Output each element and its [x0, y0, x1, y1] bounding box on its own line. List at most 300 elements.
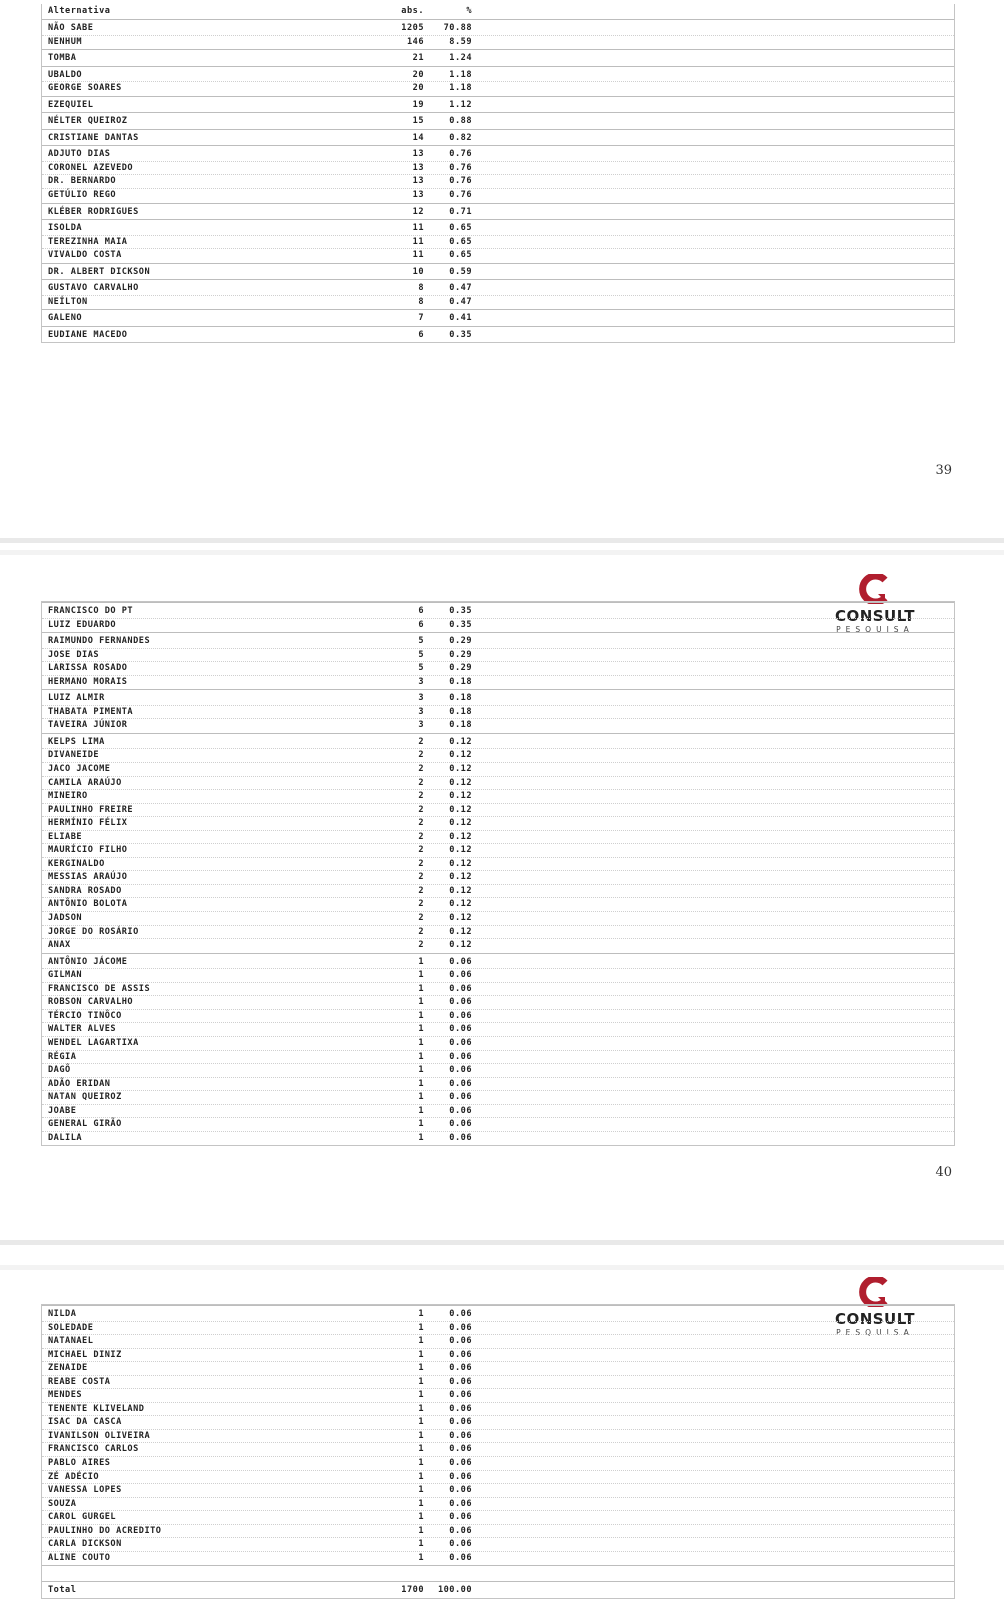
- table-row: [42, 222, 954, 235]
- row-abs: 3: [418, 706, 424, 717]
- table-row: [42, 174, 954, 188]
- row-pct: 0.06: [449, 1309, 472, 1319]
- row-alternative: DAGÔ: [48, 1065, 71, 1076]
- consult-logo-icon: [857, 574, 891, 604]
- page-number: 39: [935, 463, 952, 478]
- table-row: [42, 1483, 954, 1497]
- table-row: [42, 692, 954, 705]
- row-alternative: EUDIANE MACEDO: [48, 329, 128, 340]
- table-row: [42, 1117, 954, 1131]
- row-group-spacer: [42, 1565, 954, 1581]
- row-pct: 0.06: [449, 1498, 472, 1509]
- row-pct: 0.06: [449, 997, 472, 1008]
- row-abs: 1: [418, 1092, 424, 1103]
- row-group: [42, 279, 954, 309]
- row-pct: 0.12: [449, 791, 472, 802]
- table-row: [42, 870, 954, 884]
- table-row: [42, 206, 954, 219]
- row-abs: 14: [412, 132, 424, 143]
- row-alternative: MENDES: [48, 1390, 83, 1401]
- row-alternative: GEORGE SOARES: [48, 83, 122, 94]
- row-abs: 20: [412, 83, 424, 94]
- row-pct: 0.06: [449, 1349, 472, 1360]
- table-row: [42, 897, 954, 911]
- page-39: [0, 0, 1004, 550]
- row-abs: 13: [412, 190, 424, 201]
- row-abs: 3: [418, 693, 424, 704]
- row-alternative: DR. ALBERT DICKSON: [48, 266, 151, 277]
- row-abs: 1: [418, 956, 424, 967]
- row-alternative: RÉGIA: [48, 1051, 77, 1062]
- row-pct: 0.06: [449, 1403, 472, 1414]
- row-pct: 0.35: [449, 606, 472, 616]
- row-alternative: ADJUTO DIAS: [48, 149, 111, 160]
- table-row: [42, 1429, 954, 1443]
- row-pct: 0.06: [449, 1119, 472, 1130]
- table-row: [42, 675, 954, 689]
- table-row: [42, 956, 954, 969]
- row-pct: 0.12: [449, 899, 472, 910]
- table-row: [42, 803, 954, 817]
- row-alternative: LARISSA ROSADO: [48, 663, 128, 674]
- row-abs: 1: [418, 1119, 424, 1130]
- row-pct: 0.12: [449, 926, 472, 937]
- row-pct: 0.12: [449, 818, 472, 829]
- row-abs: 6: [418, 619, 424, 630]
- row-group: [42, 49, 954, 66]
- results-table-page-40: [41, 601, 955, 1146]
- row-alternative: NÉLTER QUEIROZ: [48, 116, 128, 127]
- row-pct: 0.12: [449, 940, 472, 951]
- row-alternative: LUIZ EDUARDO: [48, 619, 117, 630]
- row-abs: 2: [418, 858, 424, 869]
- table-row: [42, 188, 954, 202]
- row-alternative: ZÉ ADÉCIO: [48, 1471, 100, 1482]
- table-row: [42, 1321, 954, 1335]
- row-alternative: TOMBA: [48, 53, 77, 64]
- table-row: [42, 248, 954, 262]
- row-group: [42, 219, 954, 263]
- row-pct: 0.06: [449, 1336, 472, 1347]
- row-pct: 0.06: [449, 1539, 472, 1550]
- row-group: [42, 733, 954, 953]
- row-alternative: FRANCISCO DO PT: [48, 606, 134, 616]
- row-abs: 5: [418, 663, 424, 674]
- row-pct: 0.06: [449, 1390, 472, 1401]
- row-abs: 1: [418, 1390, 424, 1401]
- row-alternative: KLÉBER RODRIGUES: [48, 206, 139, 217]
- table-row: [42, 312, 954, 325]
- table-row: [42, 1510, 954, 1524]
- row-alternative: CRISTIANE DANTAS: [48, 132, 139, 143]
- row-abs: 1: [418, 1525, 424, 1536]
- row-pct: 0.06: [449, 1444, 472, 1455]
- row-pct: 0.65: [449, 236, 472, 247]
- row-group: [42, 112, 954, 129]
- row-alternative: THABATA PIMENTA: [48, 706, 134, 717]
- row-abs: 1: [418, 1349, 424, 1360]
- table-row: [42, 843, 954, 857]
- row-abs: 1: [418, 1376, 424, 1387]
- row-abs: 5: [418, 636, 424, 647]
- row-alternative: TEREZINHA MAIA: [48, 236, 128, 247]
- row-abs: 2: [418, 736, 424, 747]
- row-group: [42, 953, 954, 1146]
- table-row: [42, 1402, 954, 1416]
- results-table-page-39: [41, 4, 955, 343]
- total-group: [42, 1581, 954, 1598]
- row-pct: 0.06: [449, 1037, 472, 1048]
- row-pct: 0.06: [449, 1051, 472, 1062]
- row-alternative: IVANILSON OLIVEIRA: [48, 1430, 151, 1441]
- row-alternative: ELIABE: [48, 831, 83, 842]
- row-alternative: UBALDO: [48, 69, 83, 80]
- row-alternative: CARLA DICKSON: [48, 1539, 122, 1550]
- row-alternative: VIVALDO COSTA: [48, 250, 122, 261]
- header-alternative: Alternativa: [48, 6, 111, 16]
- row-pct: 0.06: [449, 1105, 472, 1116]
- table-row: [42, 35, 954, 49]
- row-alternative: ISAC DA CASCA: [48, 1417, 122, 1428]
- table-row: [42, 1009, 954, 1023]
- row-pct: 0.06: [449, 1024, 472, 1035]
- table-row: [42, 635, 954, 648]
- row-alternative: EZEQUIEL: [48, 99, 94, 110]
- row-abs: 1: [418, 1065, 424, 1076]
- row-pct: 0.12: [449, 804, 472, 815]
- row-group: [42, 632, 954, 689]
- table-row: [42, 1334, 954, 1348]
- row-abs: 1: [418, 1430, 424, 1441]
- row-abs: 1: [418, 1078, 424, 1089]
- row-alternative: NEÍLTON: [48, 296, 88, 307]
- page-number: 40: [935, 1165, 952, 1180]
- row-alternative: FRANCISCO CARLOS: [48, 1444, 139, 1455]
- table-row: [42, 736, 954, 749]
- row-pct: 8.59: [449, 36, 472, 47]
- row-pct: 0.06: [449, 1078, 472, 1089]
- table-row: [42, 1524, 954, 1538]
- row-alternative: NENHUM: [48, 36, 83, 47]
- row-pct: 0.06: [449, 1525, 472, 1536]
- row-alternative: KELPS LIMA: [48, 736, 105, 747]
- table-row: [42, 295, 954, 309]
- row-alternative: ADÃO ERIDAN: [48, 1078, 111, 1089]
- table-row: [42, 982, 954, 996]
- row-pct: 0.06: [449, 983, 472, 994]
- table-row: [42, 1308, 954, 1321]
- row-abs: 2: [418, 913, 424, 924]
- row-alternative: MAURÍCIO FILHO: [48, 845, 128, 856]
- row-pct: 0.29: [449, 649, 472, 660]
- row-pct: 0.71: [449, 206, 472, 217]
- row-group: [42, 326, 954, 343]
- row-pct: 0.12: [449, 831, 472, 842]
- row-abs: 1: [418, 1471, 424, 1482]
- row-pct: 0.06: [449, 1485, 472, 1496]
- row-alternative: ANTÔNIO BOLOTA: [48, 899, 128, 910]
- table-row: [42, 938, 954, 952]
- row-alternative: NÃO SABE: [48, 23, 94, 33]
- row-alternative: CAMILA ARAÚJO: [48, 777, 122, 788]
- logo-subtitle: PESQUISA: [836, 1328, 914, 1337]
- row-abs: 1700: [401, 1585, 424, 1596]
- row-pct: 0.06: [449, 1417, 472, 1428]
- table-row: [42, 911, 954, 925]
- table-row: [42, 1375, 954, 1389]
- table-row: [42, 115, 954, 128]
- row-pct: 0.06: [449, 1512, 472, 1523]
- table-row: [42, 1348, 954, 1362]
- row-abs: 6: [418, 329, 424, 340]
- row-abs: 5: [418, 649, 424, 660]
- row-abs: 2: [418, 940, 424, 951]
- row-alternative: GENERAL GIRÃO: [48, 1119, 122, 1130]
- table-row: [42, 148, 954, 161]
- table-row: [42, 776, 954, 790]
- page-separator: [0, 538, 1004, 543]
- row-abs: 1: [418, 983, 424, 994]
- consult-logo-icon: [857, 1277, 891, 1307]
- table-row: [42, 81, 954, 95]
- row-abs: 12: [412, 206, 424, 217]
- row-pct: 0.76: [449, 190, 472, 201]
- row-pct: 0.41: [449, 313, 472, 324]
- row-abs: 1: [418, 1417, 424, 1428]
- row-abs: 1: [418, 1322, 424, 1333]
- row-pct: 0.65: [449, 223, 472, 234]
- table-row: [42, 1388, 954, 1402]
- row-abs: 1: [418, 1498, 424, 1509]
- row-alternative: WENDEL LAGARTIXA: [48, 1037, 139, 1048]
- row-alternative: SOLEDADE: [48, 1322, 94, 1333]
- row-alternative: PABLO AIRES: [48, 1458, 111, 1469]
- row-alternative: TÉRCIO TINÔCO: [48, 1010, 122, 1021]
- row-alternative: HERMÍNIO FÉLIX: [48, 818, 128, 829]
- row-alternative: DR. BERNARDO: [48, 176, 117, 187]
- table-row: [42, 1104, 954, 1118]
- row-alternative: SANDRA ROSADO: [48, 885, 122, 896]
- row-alternative: SOUZA: [48, 1498, 77, 1509]
- row-abs: 2: [418, 926, 424, 937]
- row-abs: 15: [412, 116, 424, 127]
- row-alternative: PAULINHO DO ACREDITO: [48, 1525, 162, 1536]
- page-separator: [0, 1240, 1004, 1245]
- row-alternative: JADSON: [48, 913, 83, 924]
- row-abs: 13: [412, 149, 424, 160]
- row-alternative: ALINE COUTO: [48, 1552, 111, 1563]
- page-41: [0, 1270, 1004, 1600]
- table-row: [42, 925, 954, 939]
- row-pct: 0.12: [449, 872, 472, 883]
- table-row: [42, 830, 954, 844]
- row-pct: 0.12: [449, 913, 472, 924]
- row-abs: 1: [418, 970, 424, 981]
- table-row: [42, 1537, 954, 1551]
- row-alternative: ANTÔNIO JÁCOME: [48, 956, 128, 967]
- row-pct: 0.06: [449, 1430, 472, 1441]
- logo-wordmark: CONSULT: [834, 607, 916, 625]
- table-row: [42, 605, 954, 618]
- table-row: [42, 968, 954, 982]
- row-alternative: JOSE DIAS: [48, 649, 100, 660]
- row-abs: 1: [418, 1010, 424, 1021]
- row-abs: 6: [418, 606, 424, 616]
- table-row: [42, 1456, 954, 1470]
- table-row: [42, 661, 954, 675]
- table-row: [42, 1090, 954, 1104]
- row-pct: 0.12: [449, 764, 472, 775]
- row-alternative: JACO JACOME: [48, 764, 111, 775]
- table-header: [42, 4, 954, 19]
- row-pct: 0.12: [449, 777, 472, 788]
- row-alternative: KERGINALDO: [48, 858, 105, 869]
- row-pct: 0.06: [449, 1132, 472, 1143]
- logo-subtitle: PESQUISA: [836, 625, 914, 634]
- header-pct: %: [466, 6, 472, 16]
- row-abs: 19: [412, 99, 424, 110]
- row-alternative: MESSIAS ARAÚJO: [48, 872, 128, 883]
- row-abs: 13: [412, 176, 424, 187]
- row-group: [42, 689, 954, 733]
- row-pct: 1.24: [449, 53, 472, 64]
- row-group: [42, 19, 954, 49]
- table-row: [42, 762, 954, 776]
- row-pct: 0.82: [449, 132, 472, 143]
- row-abs: 2: [418, 831, 424, 842]
- row-pct: 0.06: [449, 1458, 472, 1469]
- row-alternative: JOABE: [48, 1105, 77, 1116]
- row-alternative: DALILA: [48, 1132, 83, 1143]
- row-group: [42, 1305, 954, 1565]
- table-row: [42, 161, 954, 175]
- row-abs: 20: [412, 69, 424, 80]
- table-row: [42, 235, 954, 249]
- row-alternative: TENENTE KLIVELAND: [48, 1403, 145, 1414]
- row-group: [42, 203, 954, 220]
- row-group: [42, 96, 954, 113]
- row-pct: 0.35: [449, 619, 472, 630]
- row-alternative: TAVEIRA JÚNIOR: [48, 720, 128, 731]
- table-row: [42, 648, 954, 662]
- row-pct: 1.12: [449, 99, 472, 110]
- row-alternative: MICHAEL DINIZ: [48, 1349, 122, 1360]
- table-row: [42, 789, 954, 803]
- row-pct: 0.88: [449, 116, 472, 127]
- row-pct: 0.18: [449, 676, 472, 687]
- table-row: [42, 266, 954, 279]
- row-pct: 0.47: [449, 296, 472, 307]
- row-abs: 2: [418, 885, 424, 896]
- row-alternative: WALTER ALVES: [48, 1024, 117, 1035]
- row-group: [42, 66, 954, 96]
- table-row: [42, 857, 954, 871]
- row-abs: 10: [412, 266, 424, 277]
- row-pct: 1.18: [449, 83, 472, 94]
- row-abs: 3: [418, 676, 424, 687]
- table-row: [42, 1050, 954, 1064]
- table-row: [42, 1415, 954, 1429]
- results-table-page-41: [41, 1304, 955, 1599]
- row-abs: 1: [418, 1309, 424, 1319]
- row-pct: 0.18: [449, 693, 472, 704]
- table-row: [42, 1036, 954, 1050]
- row-abs: 7: [418, 313, 424, 324]
- table-row: [42, 995, 954, 1009]
- table-row: [42, 1551, 954, 1565]
- total-row: [42, 1584, 954, 1597]
- row-pct: 0.59: [449, 266, 472, 277]
- row-abs: 21: [412, 53, 424, 64]
- row-abs: 2: [418, 818, 424, 829]
- row-alternative: GETÚLIO REGO: [48, 190, 117, 201]
- row-abs: 2: [418, 872, 424, 883]
- row-pct: 0.12: [449, 885, 472, 896]
- row-pct: 0.06: [449, 1010, 472, 1021]
- row-alternative: MINEIRO: [48, 791, 88, 802]
- row-pct: 0.06: [449, 1471, 472, 1482]
- row-pct: 0.35: [449, 329, 472, 340]
- table-row: [42, 1470, 954, 1484]
- table-row: [42, 329, 954, 342]
- row-pct: 0.06: [449, 1376, 472, 1387]
- table-row: [42, 132, 954, 145]
- row-alternative: ISOLDA: [48, 223, 83, 234]
- row-abs: 11: [412, 223, 424, 234]
- row-alternative: CORONEL AZEVEDO: [48, 162, 134, 173]
- row-abs: 11: [412, 236, 424, 247]
- row-abs: 1: [418, 1539, 424, 1550]
- row-abs: 11: [412, 250, 424, 261]
- row-abs: 1: [418, 1403, 424, 1414]
- row-pct: 0.06: [449, 970, 472, 981]
- row-abs: 1: [418, 1458, 424, 1469]
- row-abs: 13: [412, 162, 424, 173]
- row-pct: 0.12: [449, 750, 472, 761]
- table-row: [42, 1361, 954, 1375]
- row-alternative: DIVANEIDE: [48, 750, 100, 761]
- row-pct: 1.18: [449, 69, 472, 80]
- row-pct: 0.06: [449, 1363, 472, 1374]
- row-abs: 1: [418, 1024, 424, 1035]
- logo-wordmark: CONSULT: [834, 1310, 916, 1328]
- row-abs: 1: [418, 1051, 424, 1062]
- row-abs: 1: [418, 1336, 424, 1347]
- row-pct: 0.29: [449, 663, 472, 674]
- table-row: [42, 718, 954, 732]
- row-alternative: ROBSON CARVALHO: [48, 997, 134, 1008]
- table-row: [42, 884, 954, 898]
- row-alternative: FRANCISCO DE ASSIS: [48, 983, 151, 994]
- row-alternative: Total: [48, 1585, 77, 1596]
- row-pct: 100.00: [437, 1585, 472, 1596]
- row-alternative: RAIMUNDO FERNANDES: [48, 636, 151, 647]
- table-row: [42, 52, 954, 65]
- row-abs: 1: [418, 1363, 424, 1374]
- row-alternative: NATAN QUEIROZ: [48, 1092, 122, 1103]
- row-alternative: JORGE DO ROSÁRIO: [48, 926, 139, 937]
- table-row: [42, 69, 954, 82]
- row-group: [42, 263, 954, 280]
- row-alternative: VANESSA LOPES: [48, 1485, 122, 1496]
- row-pct: 0.76: [449, 149, 472, 160]
- row-group: [42, 129, 954, 146]
- table-row: [42, 1131, 954, 1145]
- row-abs: 2: [418, 804, 424, 815]
- row-alternative: GUSTAVO CARVALHO: [48, 283, 139, 294]
- row-abs: 8: [418, 296, 424, 307]
- row-alternative: NATANAEL: [48, 1336, 94, 1347]
